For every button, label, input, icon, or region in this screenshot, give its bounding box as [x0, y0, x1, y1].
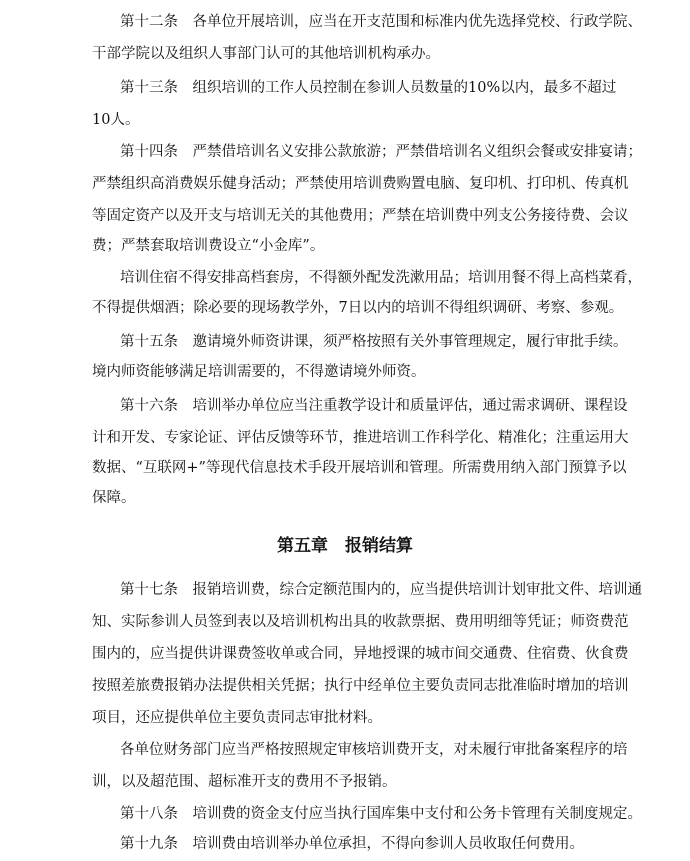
chapter-title: 第五章 报销结算	[277, 536, 413, 556]
article-12-line-1: 第十二条 各单位开展培训，应当在开支范围和标准内优先选择党校、行政学院、	[120, 14, 642, 30]
article-17-supplement-line-1: 各单位财务部门应当严格按照规定审核培训费开支，对未履行审批备案程序的培	[120, 742, 628, 758]
article-15-line-1: 第十五条 邀请境外师资讲课，须严格按照有关外事管理规定，履行审批手续。	[120, 334, 628, 350]
article-13-line-1: 第十三条 组织培训的工作人员控制在参训人员数量的10%以内，最多不超过	[120, 80, 617, 96]
article-14-supplement-line-2: 不得提供烟酒；除必要的现场教学外，7日以内的培训不得组织调研、考察、参观。	[92, 300, 624, 316]
article-16-line-3: 数据、“互联网+”等现代信息技术手段开展培训和管理。所需费用纳入部门预算予以	[92, 460, 627, 476]
article-17-line-5: 项目，还应提供单位主要负责同志审批材料。	[92, 710, 382, 726]
article-14-line-1: 第十四条 严禁借培训名义安排公款旅游；严禁借培训名义组织会餐或安排宴请；	[120, 144, 642, 160]
article-17-line-2: 知、实际参训人员签到表以及培训机构出具的收款票据、费用明细等凭证；师资费范	[92, 614, 629, 630]
article-18-line-1: 第十八条 培训费的资金支付应当执行国库集中支付和公务卡管理有关制度规定。	[120, 806, 642, 822]
article-14-line-4: 费；严禁套取培训费设立“小金库”。	[92, 238, 325, 254]
article-14-line-3: 等固定资产以及开支与培训无关的其他费用；严禁在培训费中列支公务接待费、会议	[92, 208, 629, 224]
article-15-line-2: 境内师资能够满足培训需要的，不得邀请境外师资。	[92, 364, 426, 380]
article-17-line-3: 围内的，应当提供讲课费签收单或合同，异地授课的城市间交通费、住宿费、伙食费	[92, 646, 629, 662]
article-13-line-2: 10人。	[92, 112, 140, 128]
article-16-line-2: 计和开发、专家论证、评估反馈等环节，推进培训工作科学化、精准化；注重运用大	[92, 430, 629, 446]
article-16-line-1: 第十六条 培训举办单位应当注重教学设计和质量评估，通过需求调研、课程设	[120, 398, 628, 414]
article-14-line-2: 严禁组织高消费娱乐健身活动；严禁使用培训费购置电脑、复印机、打印机、传真机	[92, 176, 629, 192]
article-17-supplement-line-2: 训，以及超范围、超标准开支的费用不予报销。	[92, 774, 397, 790]
article-16-line-4: 保障。	[92, 490, 136, 506]
article-14-supplement-line-1: 培训住宿不得安排高档套房，不得额外配发洗漱用品；培训用餐不得上高档菜肴，	[120, 270, 642, 286]
article-12-line-2: 干部学院以及组织人事部门认可的其他培训机构承办。	[92, 46, 440, 62]
article-19-line-1: 第十九条 培训费由培训举办单位承担，不得向参训人员收取任何费用。	[120, 836, 584, 852]
article-17-line-4: 按照差旅费报销办法提供相关凭据；执行中经单位主要负责同志批准临时增加的培训	[92, 678, 629, 694]
article-17-line-1: 第十七条 报销培训费，综合定额范围内的，应当提供培训计划审批文件、培训通	[120, 582, 642, 598]
